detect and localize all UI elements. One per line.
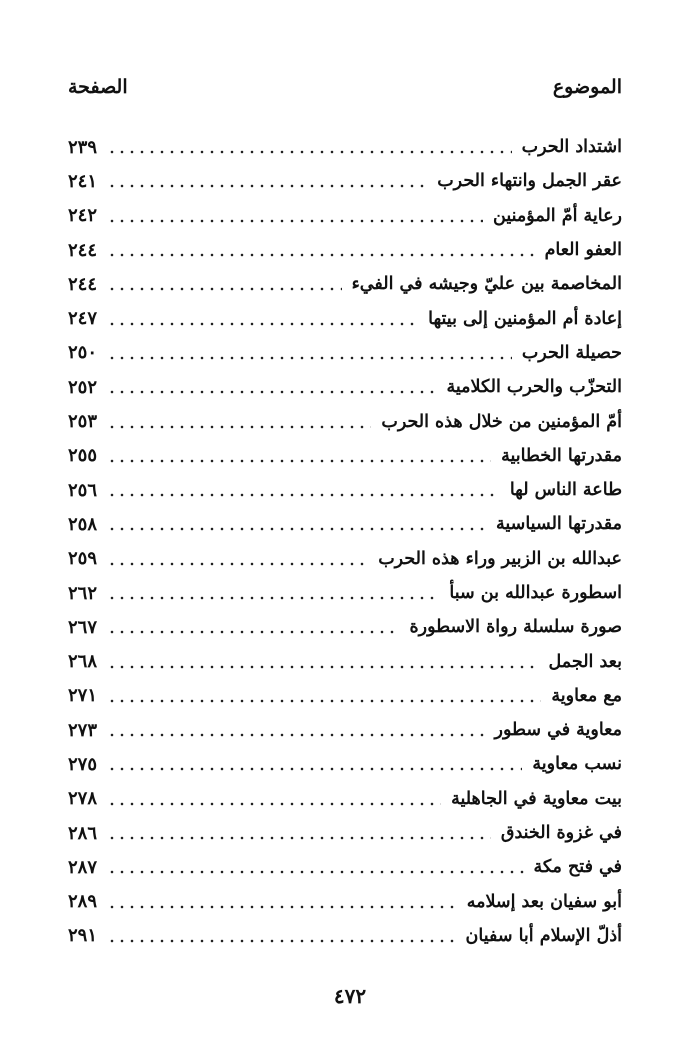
- toc-entry-title: العفو العام: [544, 240, 622, 261]
- table-of-contents: [68, 130, 622, 953]
- toc-entry: [68, 850, 622, 884]
- dot-leader: [107, 389, 436, 395]
- toc-entry-title: اسطورة عبدالله بن سبأ: [449, 583, 622, 603]
- toc-entry-title: حصيلة الحرب: [521, 342, 622, 363]
- toc-entry-title: إعادة أم المؤمنين إلى بيتها: [428, 308, 622, 329]
- dot-leader: [107, 904, 457, 910]
- toc-entry: [68, 164, 622, 198]
- toc-entry-page: ٢٨٧: [68, 856, 98, 878]
- topic-column-label: الموضوع: [552, 76, 622, 98]
- dot-leader: [107, 869, 523, 875]
- toc-entry-title: بعد الجمل: [548, 651, 622, 672]
- page-column-label: الصفحة: [68, 76, 128, 98]
- toc-entry-page: ٢٤٤: [68, 239, 98, 261]
- toc-entry-page: ٢٦٢: [68, 582, 98, 604]
- toc-entry-page: ٢٥٠: [68, 342, 98, 364]
- toc-entry: [68, 336, 622, 370]
- dot-leader: [107, 801, 441, 807]
- toc-entry-page: ٢٤٤: [68, 273, 98, 295]
- toc-entry-page: ٢٨٦: [68, 822, 98, 844]
- toc-entry-title: رعاية أمّ المؤمنين: [493, 205, 622, 226]
- toc-entry: [68, 782, 622, 816]
- toc-entry-page: ٢٣٩: [68, 136, 98, 158]
- toc-entry: [68, 816, 622, 850]
- toc-entry-title: طاعة الناس لها: [509, 480, 622, 501]
- toc-entry-title: أذلّ الإسلام أبا سفيان: [465, 925, 622, 946]
- toc-entry: [68, 130, 622, 164]
- toc-entry-page: ٢٤٧: [68, 308, 98, 330]
- toc-entry-title: أمّ المؤمنين من خلال هذه الحرب: [381, 411, 622, 432]
- toc-entry: [68, 404, 622, 438]
- toc-entry-page: ٢٩١: [68, 925, 98, 947]
- toc-entry-title: التحزّب والحرب الكلامية: [446, 377, 622, 398]
- toc-entry-page: ٢٨٩: [68, 891, 98, 913]
- toc-entry: [68, 610, 622, 644]
- toc-entry: [68, 542, 622, 576]
- dot-leader: [107, 938, 456, 944]
- toc-entry: [68, 507, 622, 541]
- toc-entry: [68, 199, 622, 233]
- dot-leader: [107, 286, 342, 292]
- toc-entry-title: نسب معاوية: [532, 754, 622, 775]
- toc-entry-title: عقر الجمل وانتهاء الحرب: [437, 171, 622, 192]
- dot-leader: [107, 629, 399, 635]
- toc-entry-title: مقدرتها الخطابية: [501, 445, 622, 466]
- toc-entry: [68, 439, 622, 473]
- toc-entry-page: ٢٧١: [68, 685, 98, 707]
- dot-leader: [107, 355, 512, 361]
- dot-leader: [107, 149, 512, 155]
- dot-leader: [107, 321, 418, 327]
- dot-leader: [107, 492, 500, 498]
- toc-entry: [68, 713, 622, 747]
- toc-entry: [68, 679, 622, 713]
- toc-entry-page: ٢٦٨: [68, 651, 98, 673]
- toc-entry: [68, 233, 622, 267]
- toc-entry-page: ٢٥٣: [68, 411, 98, 433]
- toc-entry-page: ٢٥٥: [68, 445, 98, 467]
- dot-leader: [107, 183, 427, 189]
- toc-entry-page: ٢٧٨: [68, 788, 98, 810]
- toc-entry-page: ٢٤١: [68, 170, 98, 192]
- dot-leader: [107, 766, 522, 772]
- toc-entry-title: مع معاوية: [551, 685, 622, 706]
- toc-entry-title: معاوية في سطور: [494, 720, 622, 741]
- toc-entry-page: ٢٤٢: [68, 205, 98, 227]
- toc-entry-page: ٢٦٧: [68, 616, 98, 638]
- toc-entry-title: أبو سفيان بعد إسلامه: [466, 891, 622, 912]
- dot-leader: [107, 252, 535, 258]
- toc-entry-title: اشتداد الحرب: [521, 137, 622, 158]
- toc-entry-page: ٢٧٣: [68, 719, 98, 741]
- toc-header: [68, 72, 622, 102]
- toc-entry-title: المخاصمة بين عليّ وجيشه في الفيء: [351, 274, 622, 295]
- toc-entry: [68, 370, 622, 404]
- dot-leader: [107, 698, 541, 704]
- toc-entry: [68, 885, 622, 919]
- toc-entry-title: صورة سلسلة رواة الاسطورة: [409, 617, 622, 638]
- toc-entry: [68, 747, 622, 781]
- toc-entry-title: في فتح مكة: [533, 857, 622, 878]
- dot-leader: [107, 732, 484, 738]
- page-number: ٤٧٢: [333, 984, 367, 1008]
- toc-entry-page: ٢٥٨: [68, 513, 98, 535]
- toc-entry-title: في غزوة الخندق: [500, 823, 622, 844]
- dot-leader: [107, 424, 371, 430]
- toc-entry-page: ٢٧٥: [68, 753, 98, 775]
- dot-leader: [107, 561, 368, 567]
- toc-entry-page: ٢٥٩: [68, 548, 98, 570]
- toc-entry-title: مقدرتها السياسية: [496, 514, 622, 535]
- dot-leader: [107, 458, 491, 464]
- toc-entry: [68, 473, 622, 507]
- dot-leader: [107, 835, 491, 841]
- toc-entry-title: بيت معاوية في الجاهلية: [451, 788, 622, 809]
- dot-leader: [107, 664, 539, 670]
- toc-entry: [68, 301, 622, 335]
- toc-entry: [68, 267, 622, 301]
- toc-entry-page: ٢٥٢: [68, 376, 98, 398]
- dot-leader: [107, 595, 439, 601]
- toc-entry-page: ٢٥٦: [68, 479, 98, 501]
- toc-entry: [68, 919, 622, 953]
- dot-leader: [107, 526, 486, 532]
- toc-entry-title: عبدالله بن الزبير وراء هذه الحرب: [378, 548, 622, 569]
- toc-entry: [68, 644, 622, 678]
- dot-leader: [107, 218, 483, 224]
- toc-entry: [68, 576, 622, 610]
